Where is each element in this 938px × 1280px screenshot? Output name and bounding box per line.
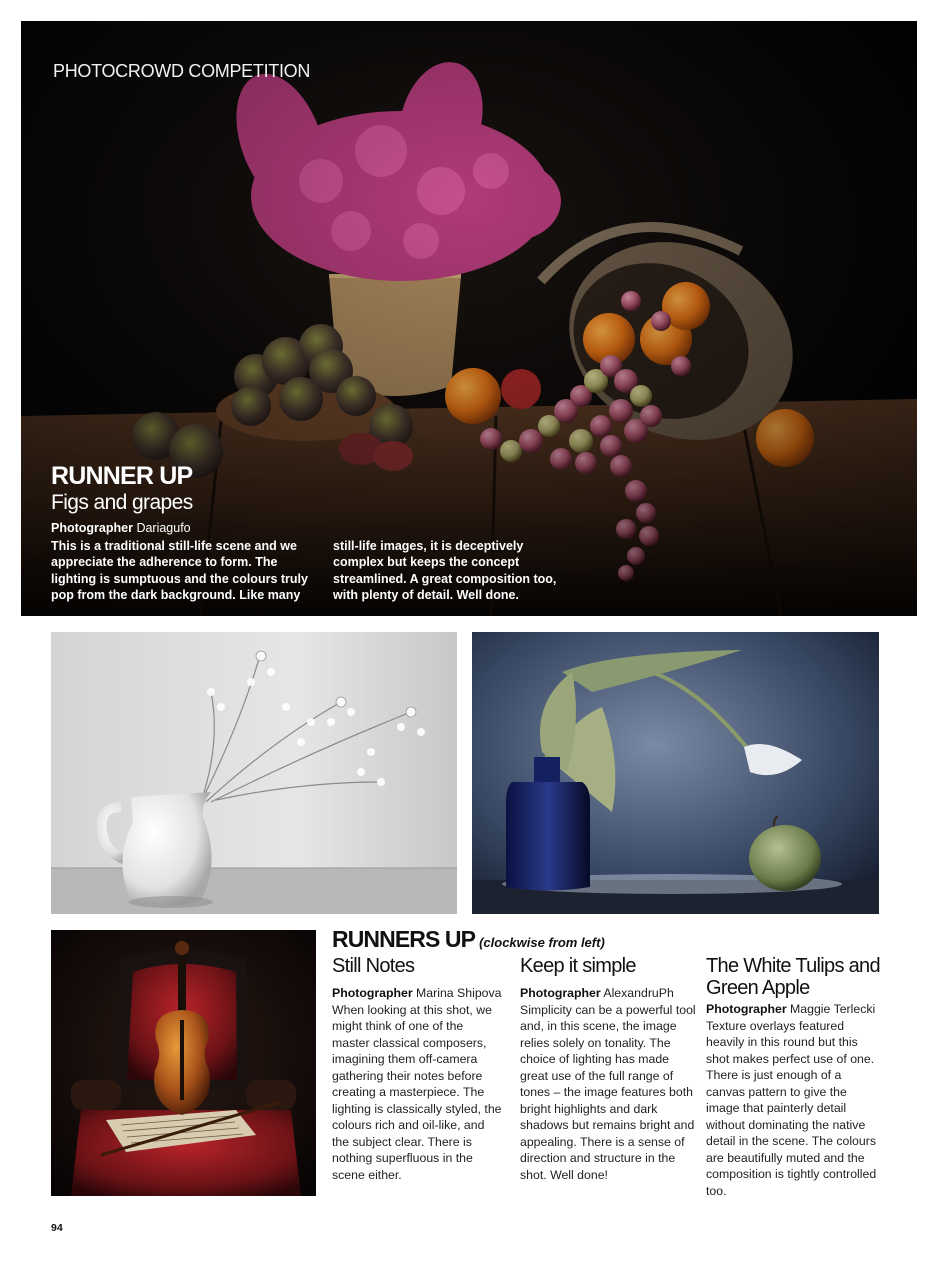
photographer-name: Dariagufo bbox=[136, 521, 191, 535]
entry-photographer bbox=[520, 985, 696, 1002]
entry-photographer bbox=[332, 985, 504, 1002]
photographer-label: Photographer bbox=[706, 1002, 787, 1016]
photographer-name: Maggie Terlecki bbox=[790, 1002, 876, 1016]
runners-up-heading bbox=[332, 926, 605, 953]
runner-up-photographer bbox=[51, 521, 191, 535]
photographer-name: Marina Shipova bbox=[416, 986, 502, 1000]
runner-up-title: Figs and grapes bbox=[51, 491, 193, 514]
runner-up-label: RUNNER UP bbox=[51, 462, 193, 490]
runner-up-body-col1: This is a traditional still-life scene and we appreciate the adherence to form. The lighting is sumptuous and the colours truly pop from the dark background. Like many bbox=[51, 539, 308, 603]
white-tulips-image bbox=[472, 632, 879, 914]
violin-image bbox=[51, 930, 316, 1196]
entry-keep-it-simple bbox=[520, 955, 696, 1183]
runner-up-body-col2: still-life images, it is deceptively complex but keeps the concept streamlined. A great composition too, with plenty of detail. Well done. bbox=[333, 539, 557, 603]
photographer-label: Photographer bbox=[520, 986, 601, 1000]
page-number: 94 bbox=[51, 1222, 63, 1234]
entry-body: When looking at this shot, we might think of one of the master classical composers, imagining them off-camera gathering their notes before creating a masterpiece. The lighting is classically styled, the colours rich and oil-like, and the subject clear. There is nothing superfluous in the scene either. bbox=[332, 1002, 502, 1182]
photo-white-tulips bbox=[472, 632, 879, 914]
entry-white-tulips bbox=[706, 955, 882, 1199]
photo-still-notes bbox=[51, 632, 457, 914]
entry-title: The White Tulips and Green Apple bbox=[706, 955, 880, 999]
still-notes-image bbox=[51, 632, 457, 914]
section-kicker: PHOTOCROWD COMPETITION bbox=[53, 61, 311, 81]
photo-violin bbox=[51, 930, 316, 1196]
entry-title: Still Notes bbox=[332, 955, 415, 977]
photographer-label: Photographer bbox=[332, 986, 413, 1000]
entry-body: Texture overlays featured heavily in this round but this shot makes perfect use of one. There is just enough of a canvas pattern to give the image that painterly detail without dominating the native detail in the scene. The colours are beautifully muted and the composition is tightly controlled too. bbox=[706, 1018, 877, 1198]
runners-up-subtitle: (clockwise from left) bbox=[479, 935, 605, 950]
photographer-label: Photographer bbox=[51, 521, 133, 535]
photographer-name: AlexandruPh bbox=[603, 986, 674, 1000]
hero-photo-figs-and-grapes bbox=[21, 21, 917, 616]
entry-photographer bbox=[706, 1001, 882, 1018]
runners-up-title: RUNNERS UP bbox=[332, 926, 476, 952]
entry-still-notes bbox=[332, 955, 504, 1183]
entry-body: Simplicity can be a powerful tool and, in this scene, the image relies solely on tonality. The choice of lighting has made great use of the full range of tones – the image features both bright highlights and dark shadows but remains bright and appealing. There is a sense of direction and structure in the shot. Well done! bbox=[520, 1002, 696, 1182]
entry-title: Keep it simple bbox=[520, 955, 636, 977]
